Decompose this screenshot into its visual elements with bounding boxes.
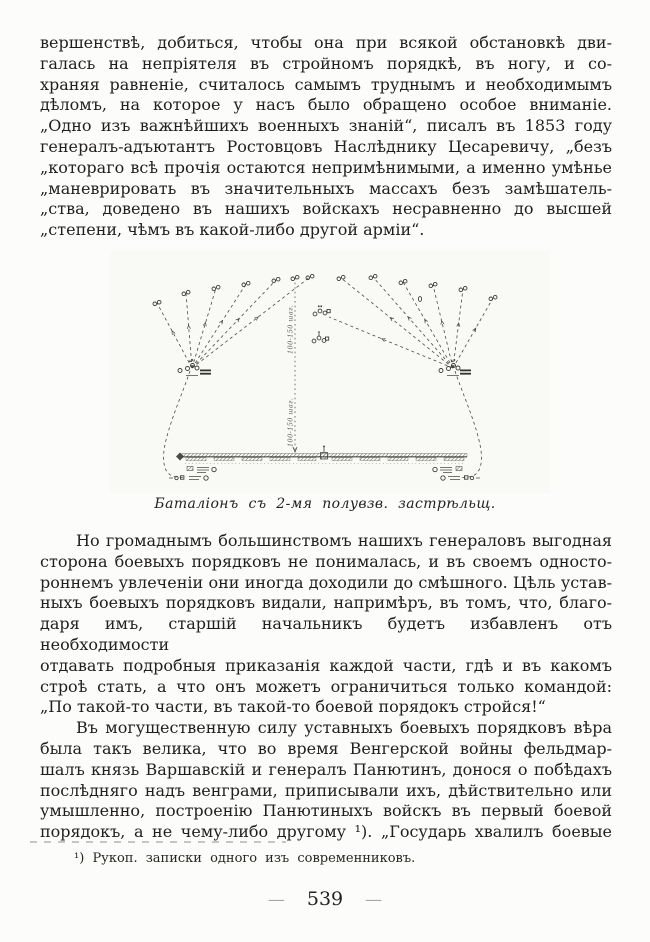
text-line: отдавать подробныя приказанія каждой части, гдѣ и въ какомъ (40, 655, 612, 675)
footnote-marker: ¹) (74, 851, 85, 866)
text-line: умышленно, построенію Панютиныхъ войскъ въ первый боевой (40, 801, 612, 821)
footnote-text: Рукоп. записки одного изъ современниковъ. (92, 851, 416, 866)
text-line: храняя равненіе, считалось самымъ труднымъ и необходимымъ (40, 74, 612, 94)
text-line: роннемъ увлеченіи они иногда доходили до смѣшного. Цѣль устав- (40, 572, 612, 592)
text-line: послѣдняго надъ венграми, приписывали ихъ, дѣйствительно или (40, 780, 612, 800)
text-line: Но громаднымъ большинствомъ нашихъ генераловъ выгодная (76, 531, 612, 550)
paragraph-1 (40, 33, 612, 241)
text-line: Въ могущественную силу уставныхъ боевыхъ порядковъ вѣра (76, 718, 612, 738)
text-line: вершенствѣ, добиться, чтобы она при всякой обстановкѣ дви- (40, 33, 612, 52)
body-text (40, 531, 612, 843)
figure-caption: Баталіонъ съ 2-мя полувзв. застрѣльщ. (154, 496, 496, 512)
text-line: галась на непріятеля въ стройномъ порядкѣ, въ ногу, и со- (40, 53, 612, 73)
text-line: „степени, чѣмъ въ какой-либо другой арміи“. (40, 220, 425, 240)
text-line: была такъ велика, что во время Венгерской войны фельдмар- (40, 738, 612, 758)
distance-label-lower: 100-150 шаг. (286, 397, 295, 447)
page-number-left-dash: — (267, 890, 285, 910)
text-line: „ства, доведено въ нашихъ войскахъ несравненно до высшей (40, 199, 612, 219)
distance-label-upper: 100-150 шаг. (286, 304, 295, 354)
battalion-formation-svg (110, 250, 550, 493)
text-line: „Одно изъ важнѣйшихъ военныхъ знаній“, писалъ въ 1853 году (40, 116, 612, 136)
text-line: генералъ-адъютантъ Ростовцовъ Наслѣднику Цесаревичу, „безъ (40, 136, 612, 156)
footnote (40, 851, 612, 866)
text-line: дѣломъ, на которое у насъ было обращено особое вниманіе. (40, 95, 612, 115)
text-line: ныхъ боевыхъ порядковъ видали, напримѣръ, въ томъ, что, благо- (40, 593, 612, 613)
text-line: сторона боевыхъ порядковъ не понималась, и въ своемъ односто- (40, 551, 612, 571)
text-line: „котораго всѣ прочія остаются непримѣнимыми, а именно умѣнье (40, 157, 612, 177)
text-line: „маневрировать въ значительныхъ массахъ безъ замѣшатель- (40, 178, 612, 198)
page-number-right-dash: — (365, 890, 383, 910)
text-line: порядокъ, а не чему-либо другому ¹). „Государь хвалилъ боевые (40, 822, 612, 842)
paragraph-2 (40, 531, 612, 718)
page-number (0, 888, 650, 910)
text-line: шалъ князь Варшавскій и генералъ Панютинъ, донося о побѣдахъ (40, 759, 612, 779)
paragraph-3 (40, 718, 612, 843)
text-line: строѣ стать, а что онъ можетъ ограничиться только командой: (40, 676, 612, 696)
footnote-separator (30, 841, 286, 843)
page-number-value: 539 (306, 888, 344, 910)
text-line: „По такой-то части, въ такой-то боевой порядокъ стройся!“ (40, 697, 546, 717)
battalion-formation-diagram (110, 250, 550, 493)
text-line: даря имъ, старшій начальникъ будетъ избавленъ отъ необходимости (40, 614, 612, 654)
